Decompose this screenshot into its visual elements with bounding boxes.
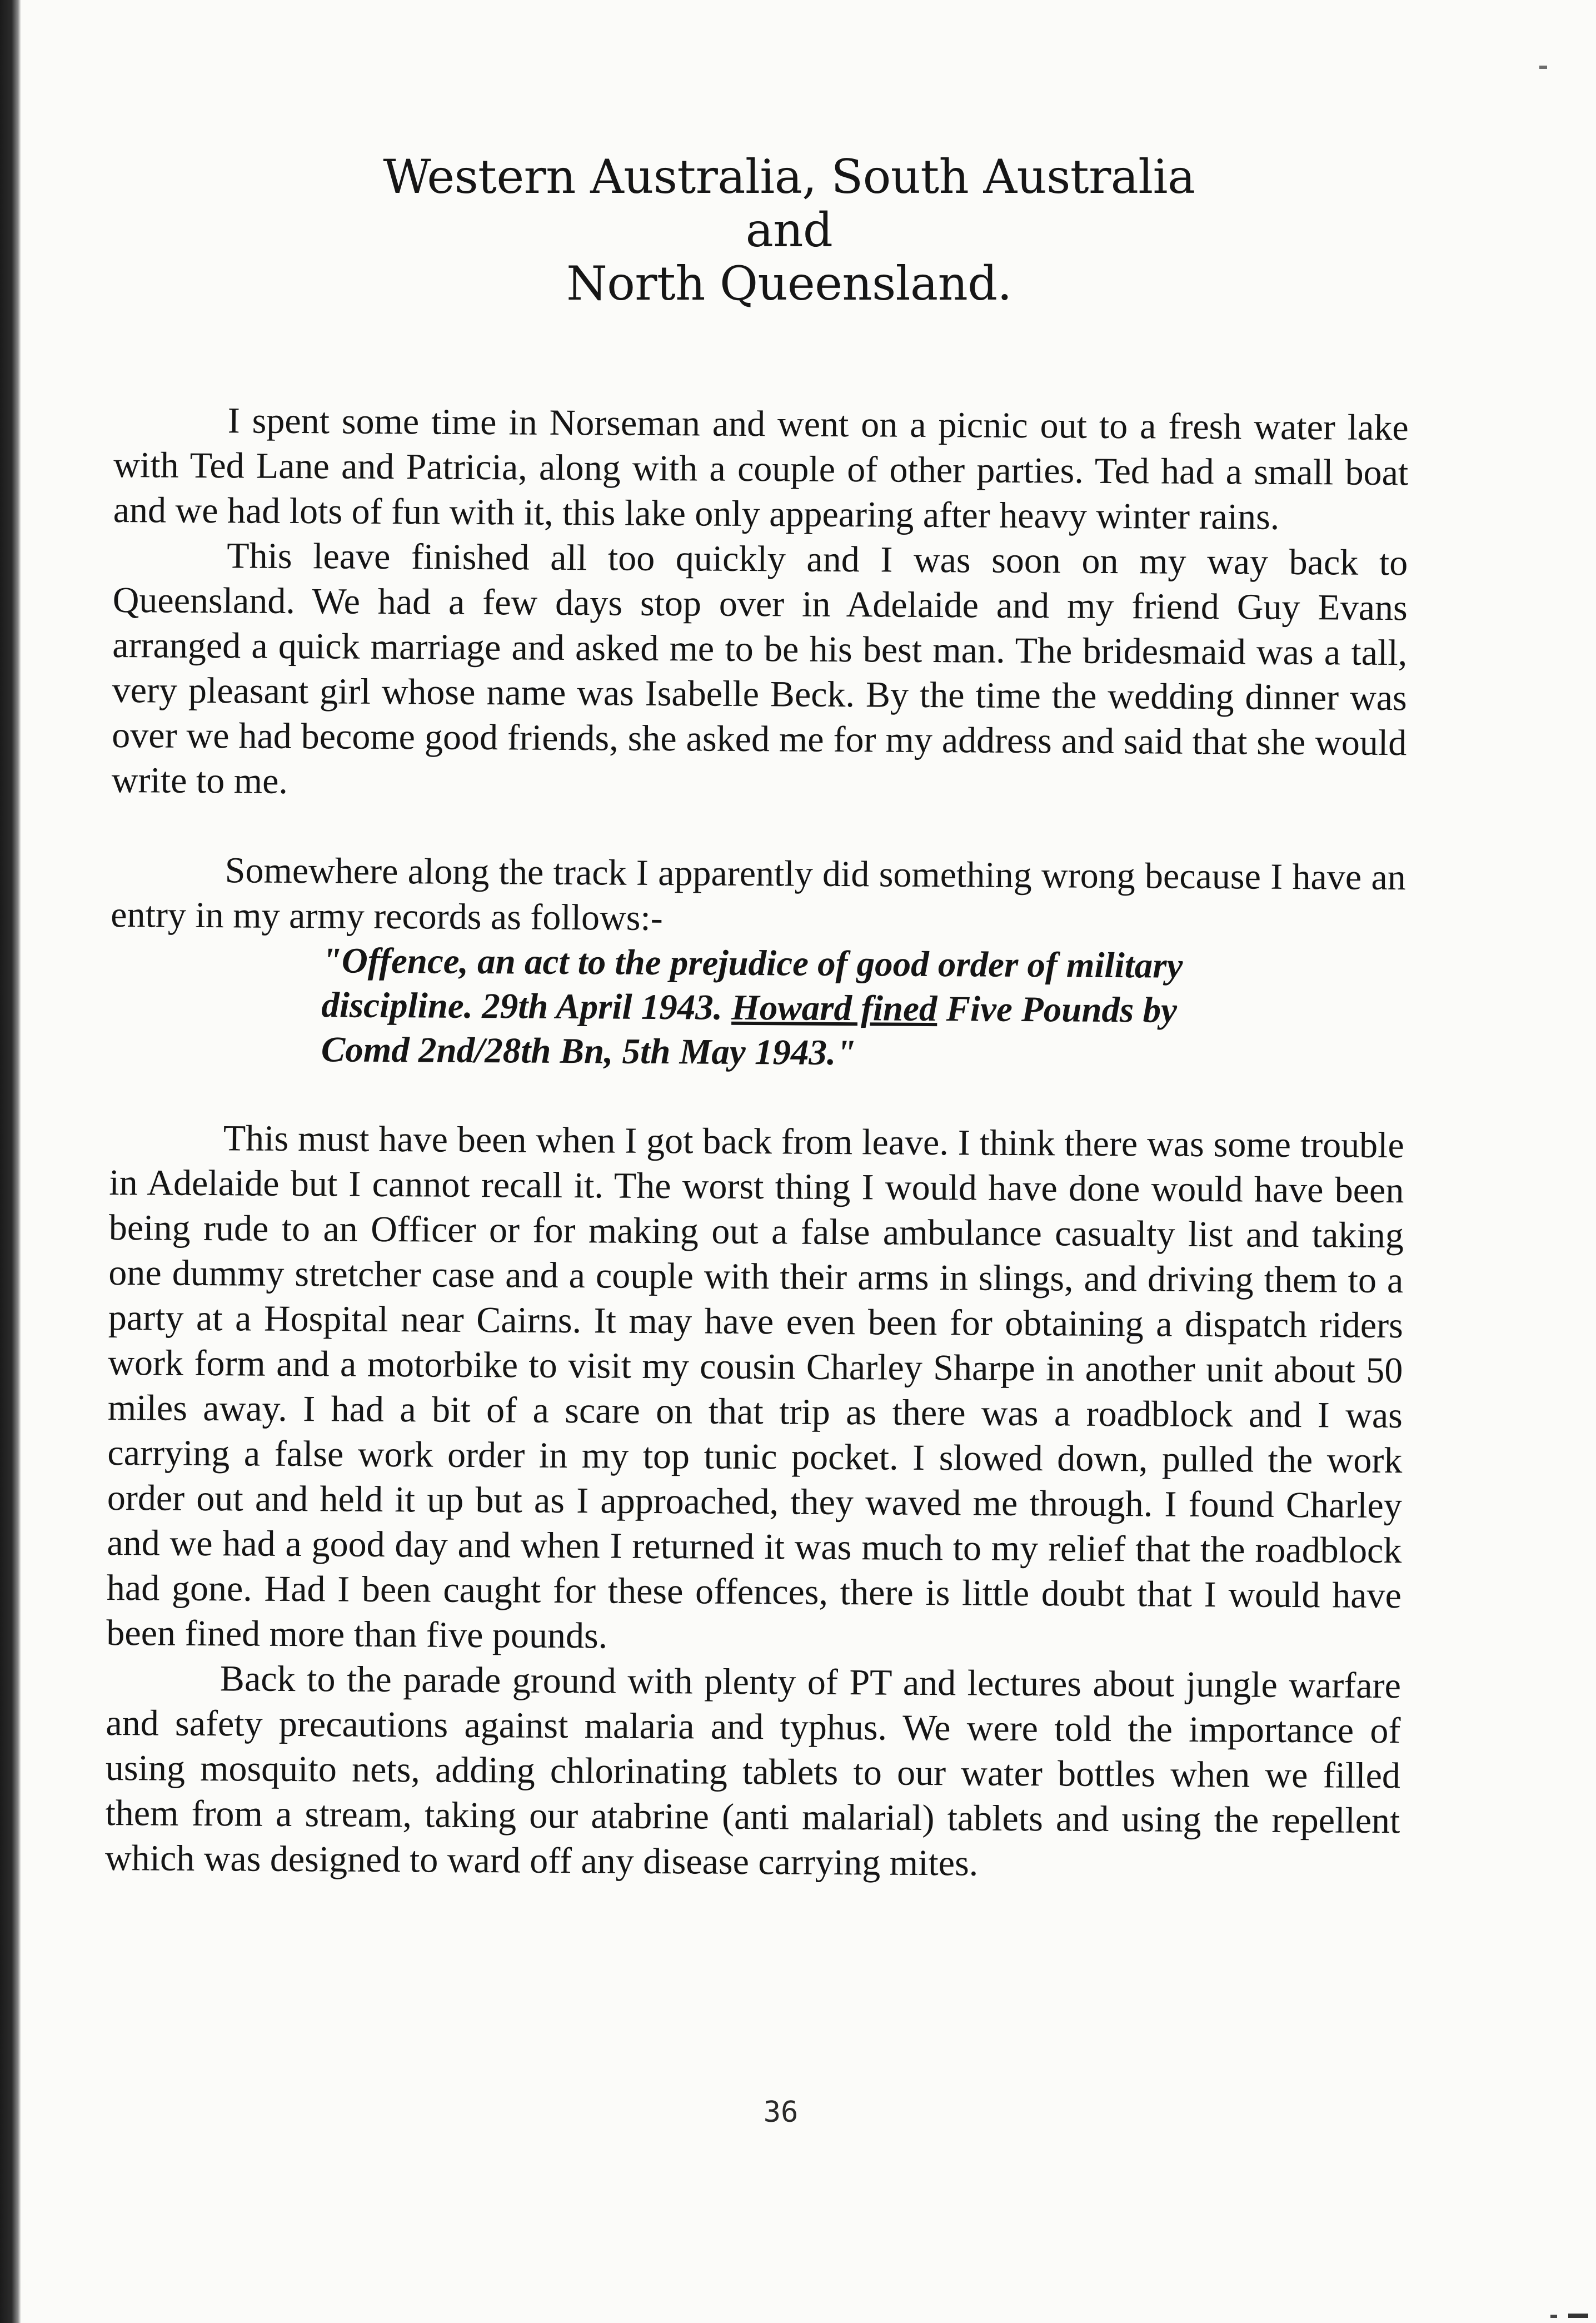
chapter-heading [311, 150, 1267, 310]
paragraph-army-records: Somewhere along the track I apparently did something wrong because I have an entry in my army records as follows:- [111, 850, 1406, 939]
paragraph-gap [111, 803, 1406, 855]
army-record-quote [321, 938, 1211, 1077]
paragraph-adelaide-wedding: This leave finished all too quickly and I was soon on my way back to Queensland. We had a few days stop over in Adelaide and my friend Guy Evans arranged a quick marriage and asked me to be his best man. The bridesmaid was a tall, very pleasant girl whose name was Isabelle Beck. By the time the wedding dinner was over we had become good friends, she asked me for my address and said that she would write to me. [111, 535, 1408, 802]
scan-binding-edge [0, 0, 21, 2323]
scan-speck [1539, 66, 1547, 69]
paragraph-parade-ground: Back to the parade ground with plenty of PT and lectures about jungle warfare and safety precautions against malaria and typhus. We were told the importance of using mosquito nets, adding chlorinating tablets to our water bottles when we filled them from a stream, taking our atabrine (anti malarial) tablets and using the repellent which was designed to ward off any disease carrying mites. [104, 1658, 1402, 1884]
heading-line-3: North Queensland. [566, 256, 1012, 311]
heading-line-1: Western Australia, South Australia [383, 150, 1195, 204]
scan-speck [1568, 2314, 1588, 2318]
paragraph-gap [109, 1071, 1404, 1123]
page-number: 36 [763, 2096, 799, 2129]
scan-speck [1550, 2315, 1557, 2318]
quote-text-end: Five Pounds by Comd 2nd/28th Bn, 5th May 1943." [321, 989, 1178, 1073]
quote-text-start: "Offence, an act to the prejudice of good order of military discipline. 29th April 1943. [321, 941, 1183, 1028]
heading-line-2: and [745, 203, 833, 257]
quote-underlined-text: Howard fined [731, 987, 937, 1029]
paragraph-back-from-leave: This must have been when I got back from leave. I think there was some trouble in Adelaide but I cannot recall it. The worst thing I would have done would have been being rude to an Officer or for making out a false ambulance casualty list and taking one dummy stretcher case and a couple with their arms in slings, and driving them to a party at a Hospital near Cairns. It may have even been for obtaining a dispatch riders work form and a motorbike to visit my cousin Charley Sharpe in another unit about 50 miles away. I had a bit of a scare on that trip as there was a roadblock and I was carrying a false work order in my top tunic pocket. I slowed down, pulled the work order out and held it up but as I approached, they waved me through. I found Charley and we had a good day and when I returned it was much to my relief that the roadblock had gone. Had I been caught for these offences, there is little doubt that I would have been fined more than five pounds. [106, 1118, 1405, 1657]
paragraph-norseman-picnic: I spent some time in Norseman and went on a picnic out to a fresh water lake with Ted Lane and Patricia, along with a couple of other parties. Ted had a small boat and we had lots of fun with it, this lake only appearing after heavy winter rains. [113, 400, 1409, 538]
body-text [105, 397, 1409, 1888]
